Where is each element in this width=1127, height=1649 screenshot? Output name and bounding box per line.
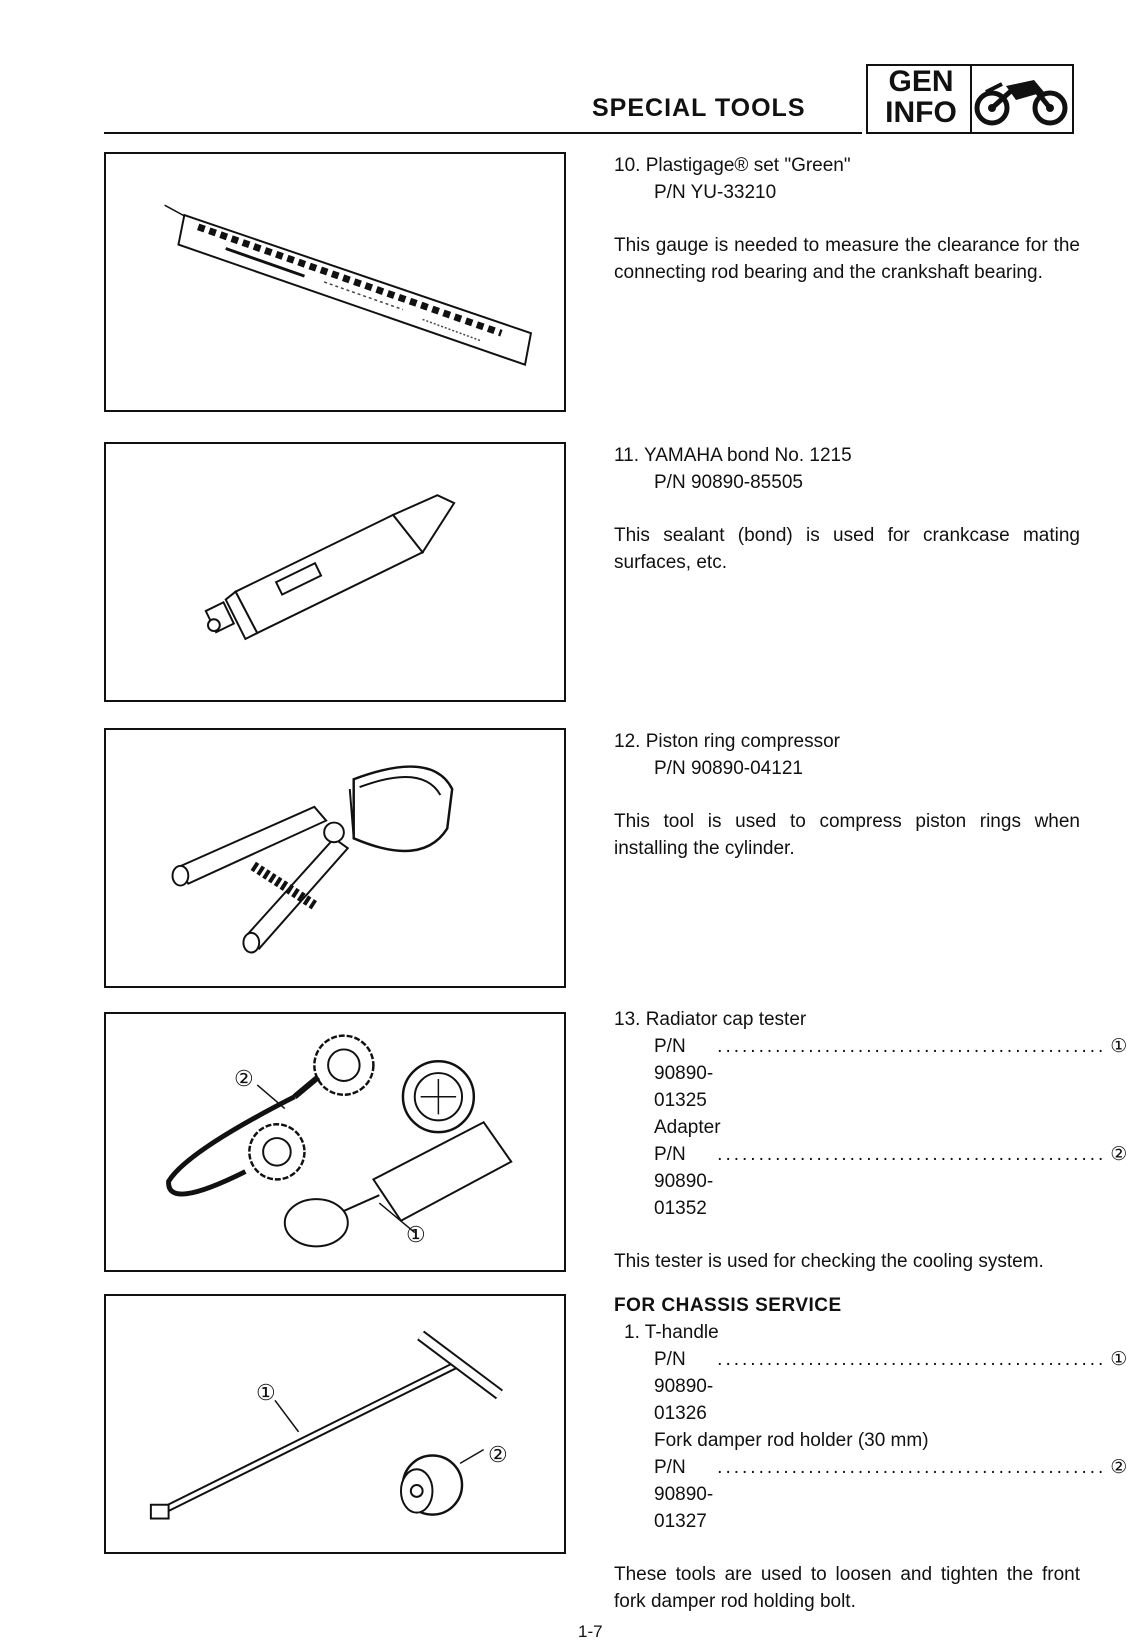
- reference-mark: ①: [1110, 1349, 1127, 1370]
- figure-plastigage: [104, 152, 566, 412]
- item-title: 12. Piston ring compressor: [614, 731, 840, 752]
- part-number: P/N 90890-01325: [654, 1036, 714, 1111]
- item-description: These tools are used to loosen and tighten the front fork damper rod holding bolt.: [614, 1564, 1080, 1612]
- leader-dots: ...............................................: [717, 1036, 1107, 1057]
- part-number: P/N 90890-85505: [654, 472, 803, 493]
- badge-text: [872, 66, 972, 132]
- cap-tester-illustration: [106, 1014, 564, 1270]
- section-badge: [866, 64, 1074, 134]
- badge-line-2: INFO: [885, 96, 957, 129]
- chassis-text: [614, 1292, 1127, 1615]
- part-number-row: [614, 1141, 1127, 1222]
- item-description: This tool is used to compress piston rings when installing the cylinder.: [614, 811, 1080, 859]
- item-13-text: [614, 1006, 1127, 1275]
- header-rule: [104, 132, 862, 134]
- figure-yamaha-bond: [104, 442, 566, 702]
- part-number: P/N 90890-01326: [654, 1349, 714, 1424]
- item-title: 1. T-handle: [624, 1322, 719, 1343]
- item-title: 11. YAMAHA bond No. 1215: [614, 445, 852, 466]
- badge-line-1: GEN: [888, 65, 954, 98]
- callout-1: ①: [256, 1380, 276, 1405]
- leader-dots: ...............................................: [717, 1457, 1107, 1478]
- reference-mark: ①: [1110, 1036, 1127, 1057]
- sub-item-title: Fork damper rod holder (30 mm): [654, 1430, 929, 1451]
- item-title: 10. Plastigage® set "Green": [614, 155, 851, 176]
- part-number: P/N YU-33210: [654, 182, 777, 203]
- part-number: P/N 90890-01352: [654, 1144, 714, 1219]
- item-description: This sealant (bond) is used for crankcase mating surfaces, etc.: [614, 525, 1080, 573]
- reference-mark: ②: [1110, 1457, 1127, 1478]
- figure-t-handle: [104, 1294, 566, 1554]
- item-12-text: [614, 728, 1080, 862]
- callout-2: ②: [234, 1066, 254, 1091]
- item-11-text: [614, 442, 1080, 576]
- part-number-row: [614, 1033, 1127, 1114]
- figure-piston-ring-compressor: [104, 728, 566, 988]
- part-number-row: [614, 1454, 1127, 1535]
- item-title: 13. Radiator cap tester: [614, 1009, 807, 1030]
- piston-compressor-illustration: [106, 730, 564, 986]
- motorcycle-icon: [972, 72, 1070, 128]
- callout-2: ②: [488, 1442, 508, 1467]
- page-number: 1-7: [578, 1622, 603, 1641]
- item-description: This tester is used for checking the cooling system.: [614, 1251, 1044, 1272]
- part-number: P/N 90890-04121: [654, 758, 803, 779]
- t-handle-illustration: [106, 1296, 564, 1552]
- page-title: SPECIAL TOOLS: [592, 94, 806, 122]
- plastigage-illustration: [106, 154, 564, 410]
- leader-dots: ...............................................: [717, 1144, 1107, 1165]
- leader-dots: ...............................................: [717, 1349, 1107, 1370]
- sub-item-title: Adapter: [654, 1117, 721, 1138]
- item-description: This gauge is needed to measure the clearance for the connecting rod bearing and the crankshaft bearing.: [614, 235, 1080, 283]
- part-number: P/N 90890-01327: [654, 1457, 714, 1532]
- part-number-row: [614, 1346, 1127, 1427]
- section-heading: FOR CHASSIS SERVICE: [614, 1295, 842, 1316]
- figure-radiator-cap-tester: [104, 1012, 566, 1272]
- item-10-text: [614, 152, 1080, 286]
- bond-tube-illustration: [106, 444, 564, 700]
- callout-1: ①: [406, 1222, 426, 1247]
- reference-mark: ②: [1110, 1144, 1127, 1165]
